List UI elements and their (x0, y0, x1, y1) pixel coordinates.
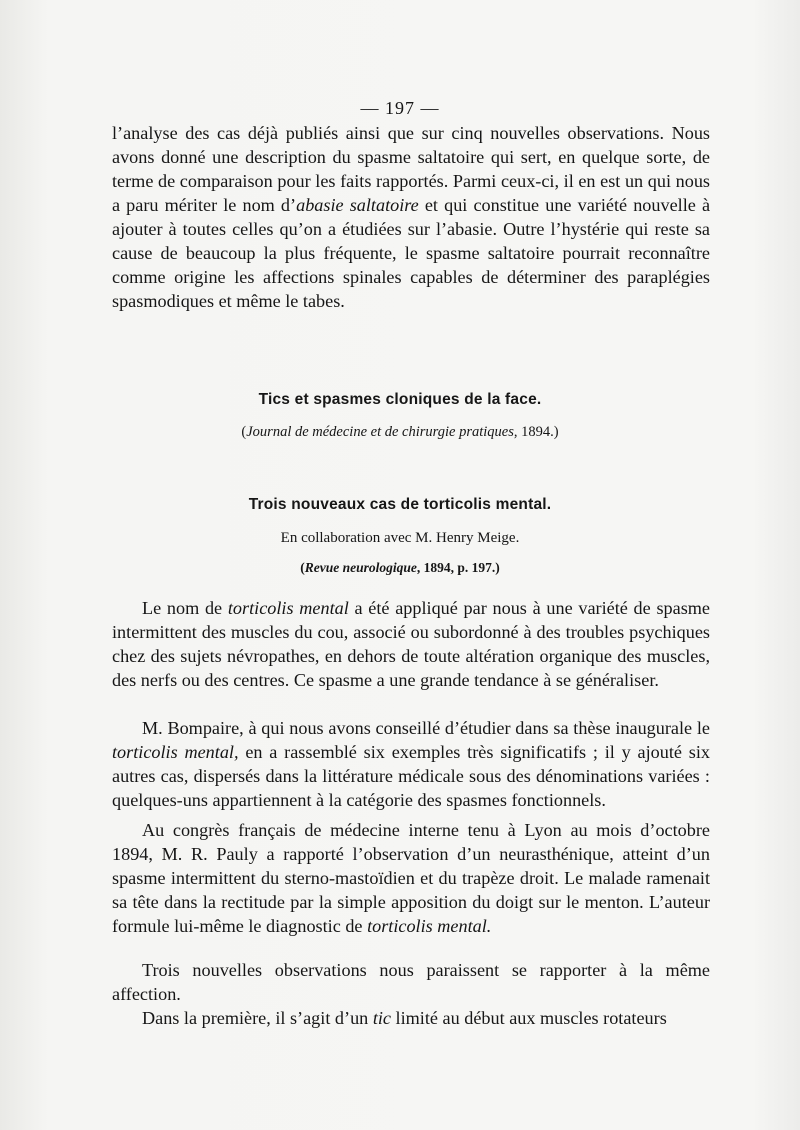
p3-italic: torticolis mental. (367, 916, 492, 936)
collaboration-line: En collaboration avec M. Henry Meige. (280, 530, 520, 546)
paragraph-4: Trois nouvelles observations nous paraissent se rapporter à la même affection. (112, 960, 710, 1004)
section-source-tics (0, 424, 800, 441)
intro-text-1: l’analyse des cas déjà publiés ainsi que sur cinq nouvelles observations. Nous avons donné une description du spasme saltatoire qui sert, en quelque sorte, de terme de comparaison pour les faits rapportés. Parmi ceux-ci, il en est un qui nous a paru mériter le nom d’ (112, 123, 710, 215)
p5-italic: tic (372, 1008, 391, 1028)
section-title-torticolis: Trois nouveaux cas de torticolis mental. (248, 496, 552, 513)
p5-text-a: Dans la première, il s’agit d’un (142, 1008, 373, 1028)
p1-italic: torticolis mental (227, 598, 349, 618)
p2-italic: torticolis mental, (112, 742, 239, 762)
section-source-torticolis (0, 560, 800, 576)
paragraph-3 (112, 818, 710, 938)
section-title-tics: Tics et spasmes cloniques de la face. (258, 391, 542, 408)
p1-text-a: Le nom de (142, 598, 228, 618)
intro-italic-term: abasie saltatoire (296, 195, 419, 215)
paragraph-5 (112, 1006, 710, 1030)
paren-open: ( (300, 560, 305, 575)
journal-name: Revue neurologique (304, 560, 417, 575)
paren-open: ( (241, 424, 247, 440)
journal-name: Journal de médecine et de chirurgie pratiques (246, 424, 514, 440)
paren-close: ) (495, 560, 500, 575)
p5-text-b: limité au début aux muscles rotateurs (391, 1008, 667, 1028)
journal-details: , 1894, p. 197. (416, 560, 496, 575)
p2-text-b: en a rassemblé six exemples très significatifs ; il y ajouté six autres cas, dispersés dans la littérature médicale sous des dénominations variées : quelques-uns appartiennent à la catégorie des spasmes fonctionnels. (112, 742, 710, 810)
p1-text-b: a été appliqué par nous à une variété de spasme intermittent des muscles du cou, associé ou subordonné à des troubles psychiques chez des sujets névropathes, en dehors de toute altération organique des muscles, des nerfs ou des centres. Ce spasme a une grande tendance à se généraliser. (112, 598, 710, 690)
intro-text-2: et qui constitue une variété nouvelle à ajouter à toutes celles qu’on a étudiées sur l’abasie. Outre l’hystérie qui reste sa cause de beaucoup la plus fréquente, le spasme saltatoire pourrait reconnaître comme origine les affections spinales capables de déterminer des paraplégies spasmodiques et même le tabes. (112, 195, 711, 311)
page-number: — 197 — (360, 98, 440, 118)
p3-text-a: Au congrès français de médecine interne tenu à Lyon au mois d’octobre 1894, M. R. Pauly a rapporté l’observation d’un neurasthénique, atteint d’un spasme intermittent du sterno-mastoïdien et du trapèze droit. Le malade ramenait sa tête dans la rectitude par la simple apposition du doigt sur le menton. L’auteur formule lui-même le diagnostic de (112, 820, 710, 936)
paragraph-1 (112, 596, 710, 692)
paragraph-2 (112, 716, 710, 812)
p2-text-a: M. Bompaire, à qui nous avons conseillé d’étudier dans sa thèse inaugurale le (142, 718, 710, 738)
intro-paragraph (112, 121, 710, 313)
journal-year: , 1894. (513, 424, 554, 440)
paren-close: ) (553, 424, 559, 440)
